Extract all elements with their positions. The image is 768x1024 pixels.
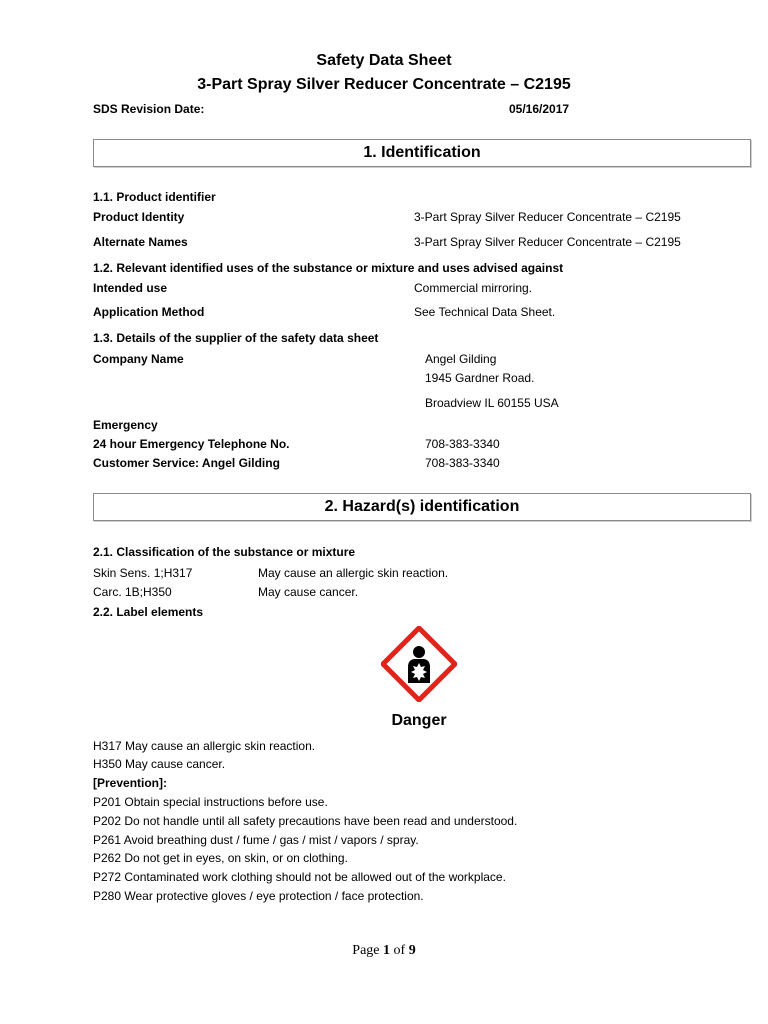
emergency-phone-label: 24 hour Emergency Telephone No. xyxy=(93,437,290,451)
of-label: of xyxy=(393,943,406,958)
revision-date-value: 05/16/2017 xyxy=(509,102,570,116)
product-identity-value: 3-Part Spray Silver Reducer Concentrate – C2195 xyxy=(414,210,681,224)
precaution-statement: P201 Obtain special instructions before use. xyxy=(93,795,328,809)
section-1-heading: 1. Identification xyxy=(93,139,751,167)
subsection-1-3: 1.3. Details of the supplier of the safety data sheet xyxy=(93,331,379,345)
company-address-line: 1945 Gardner Road. xyxy=(425,371,535,385)
precaution-statement: P261 Avoid breathing dust / fume / gas / mist / vapors / spray. xyxy=(93,833,419,847)
page-label: Page xyxy=(352,943,380,958)
classification-code: Carc. 1B;H350 xyxy=(93,585,172,599)
product-title: 3-Part Spray Silver Reducer Concentrate – C2195 xyxy=(197,76,571,93)
page-total: 9 xyxy=(408,943,416,958)
document-title: Safety Data Sheet xyxy=(316,52,452,69)
signal-word: Danger xyxy=(391,712,447,729)
alternate-names-label: Alternate Names xyxy=(93,235,188,249)
precaution-statement: P202 Do not handle until all safety precautions have been read and understood. xyxy=(93,814,518,828)
section-2-heading: 2. Hazard(s) identification xyxy=(93,493,751,521)
subsection-1-2: 1.2. Relevant identified uses of the substance or mixture and uses advised against xyxy=(93,261,564,275)
emergency-label: Emergency xyxy=(93,418,158,432)
revision-date-label: SDS Revision Date: xyxy=(93,102,205,116)
alternate-names-value: 3-Part Spray Silver Reducer Concentrate – C2195 xyxy=(414,235,681,249)
precaution-statement: P272 Contaminated work clothing should not be allowed out of the workplace. xyxy=(93,870,506,884)
intended-use-label: Intended use xyxy=(93,281,168,295)
precaution-statement: P280 Wear protective gloves / eye protection / face protection. xyxy=(93,889,424,903)
precaution-statement: P262 Do not get in eyes, on skin, or on clothing. xyxy=(93,851,348,865)
emergency-phone-value: 708-383-3340 xyxy=(425,437,500,451)
company-name-line: Angel Gilding xyxy=(425,352,497,366)
intended-use-value: Commercial mirroring. xyxy=(414,281,533,295)
product-identity-label: Product Identity xyxy=(93,210,185,224)
subsection-2-1: 2.1. Classification of the substance or mixture xyxy=(93,545,356,559)
customer-service-value: 708-383-3340 xyxy=(425,456,500,470)
application-method-value: See Technical Data Sheet. xyxy=(414,305,556,319)
customer-service-label: Customer Service: Angel Gilding xyxy=(93,456,280,470)
page-current: 1 xyxy=(383,943,391,958)
application-method-label: Application Method xyxy=(93,305,205,319)
prevention-label: [Prevention]: xyxy=(93,776,168,790)
hazard-statement: H317 May cause an allergic skin reaction. xyxy=(93,739,316,753)
subsection-2-2: 2.2. Label elements xyxy=(93,605,204,619)
page-footer xyxy=(0,943,768,959)
classification-text: May cause cancer. xyxy=(258,585,359,599)
classification-text: May cause an allergic skin reaction. xyxy=(258,566,449,580)
company-city-line: Broadview IL 60155 USA xyxy=(425,396,559,410)
classification-code: Skin Sens. 1;H317 xyxy=(93,566,193,580)
subsection-1-1: 1.1. Product identifier xyxy=(93,190,216,204)
health-hazard-icon xyxy=(381,626,457,702)
company-name-label: Company Name xyxy=(93,352,184,366)
hazard-statement: H350 May cause cancer. xyxy=(93,757,226,771)
